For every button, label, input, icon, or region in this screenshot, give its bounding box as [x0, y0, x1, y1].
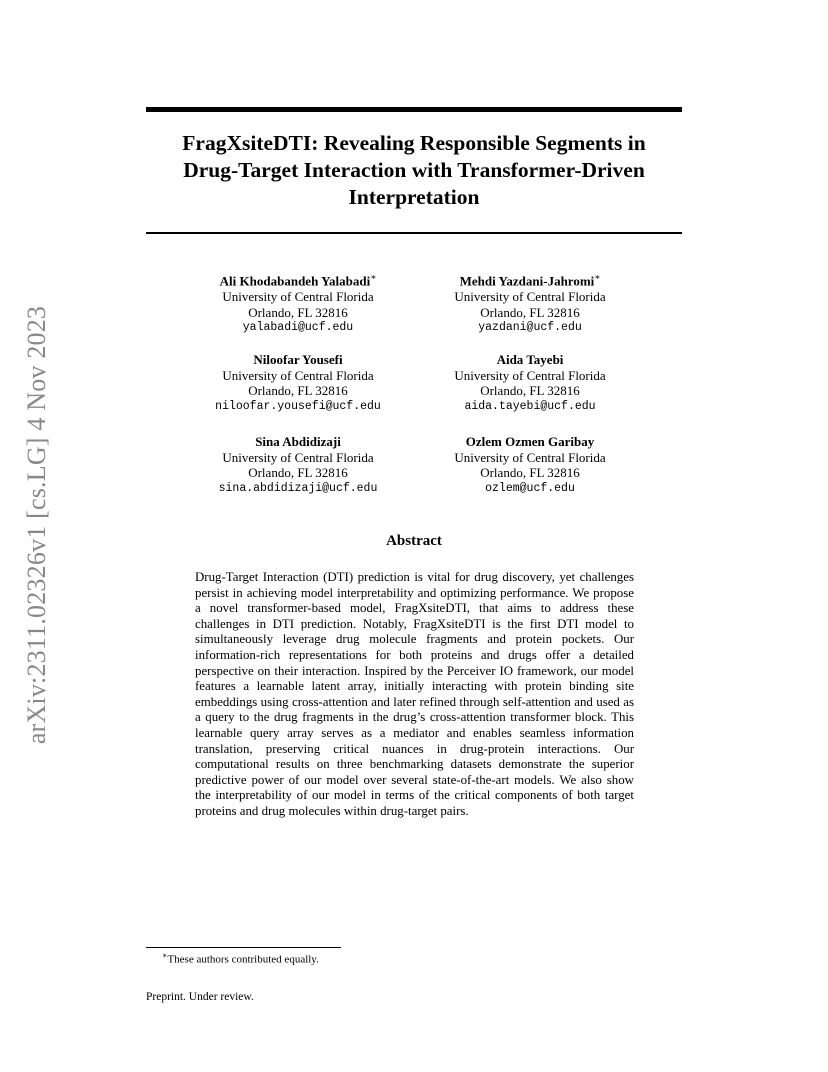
author-location: Orlando, FL 32816 [248, 465, 348, 481]
arxiv-identifier: arXiv:2311.02326v1 [cs.LG] 4 Nov 2023 [22, 305, 51, 745]
author-affiliation: University of Central Florida [454, 367, 606, 383]
title-line: Interpretation [348, 185, 480, 209]
author-block [405, 434, 655, 496]
title-bottom-rule [146, 232, 682, 234]
equal-contribution-mark: ∗ [594, 272, 601, 282]
author-location: Orlando, FL 32816 [480, 304, 580, 320]
author-affiliation: University of Central Florida [222, 288, 374, 304]
equal-contribution-mark: ∗ [370, 272, 377, 282]
title-line: FragXsiteDTI: Revealing Responsible Segments in [182, 131, 646, 155]
author-affiliation: University of Central Florida [454, 449, 606, 465]
author-affiliation: University of Central Florida [222, 449, 374, 465]
author-location: Orlando, FL 32816 [248, 304, 348, 320]
author-name: Ozlem Ozmen Garibay [465, 434, 595, 449]
footnote [162, 951, 319, 966]
title-line: Drug-Target Interaction with Transformer-Driven [183, 158, 645, 182]
author-affiliation: University of Central Florida [222, 367, 374, 383]
author-location: Orlando, FL 32816 [480, 465, 580, 481]
footnote-mark: ∗ [162, 951, 168, 960]
author-block [173, 352, 423, 414]
author-email: sina.abdidizaji@ucf.edu [218, 481, 378, 495]
author-email: aida.tayebi@ucf.edu [464, 399, 596, 413]
title-top-rule [146, 107, 682, 112]
author-name: Sina Abdidizaji [255, 434, 341, 449]
author-block [405, 352, 655, 414]
author-email: yalabadi@ucf.edu [242, 321, 354, 335]
author-block [173, 270, 423, 336]
author-name: Niloofar Yousefi [253, 352, 343, 367]
abstract-text: Drug-Target Interaction (DTI) prediction is vital for drug discovery, yet challenges persist in achieving model interpretability and optimizing performance. We propose a novel transformer-based model, FragXsiteDTI, that aims to address these challenges in DTI prediction. Notably, FragXsiteDTI is the first DTI model to simultaneously leverage drug molecule fragments and protein pockets. Our information-rich representations for both proteins and drugs offer a detailed perspective on their interaction. Inspired by the Perceiver IO framework, our model features a learnable latent array, initially interacting with protein binding site embeddings using cross-attention and later refined through self-attention and used as a query to the drug fragments in the drug’s cross-attention transformer block. This learnable query array serves as a mediator and enables seamless information translation, preserving critical nuances in drug-protein interactions. Our computational results on three benchmarking datasets demonstrate the superior predictive power of our model over several state-of-the-art models. We also show the interpretability of our model in terms of the critical components of both target proteins and drug molecules within drug-target pairs. [195, 570, 634, 818]
author-email: yazdani@ucf.edu [478, 321, 582, 335]
author-email: niloofar.yousefi@ucf.edu [215, 399, 381, 413]
abstract-heading: Abstract [386, 533, 442, 549]
author-block [405, 270, 655, 336]
footnote-text: These authors contributed equally. [167, 953, 319, 966]
footnote-rule [146, 947, 341, 948]
preprint-notice: Preprint. Under review. [146, 991, 254, 1003]
author-name: Ali Khodabandeh Yalabadi [219, 273, 371, 289]
author-name: Aida Tayebi [496, 352, 564, 367]
paper-title [146, 130, 682, 211]
author-email: ozlem@ucf.edu [485, 481, 575, 495]
author-location: Orlando, FL 32816 [248, 383, 348, 399]
author-name: Mehdi Yazdani-Jahromi [459, 273, 595, 289]
author-location: Orlando, FL 32816 [480, 383, 580, 399]
author-block [173, 434, 423, 496]
author-affiliation: University of Central Florida [454, 288, 606, 304]
